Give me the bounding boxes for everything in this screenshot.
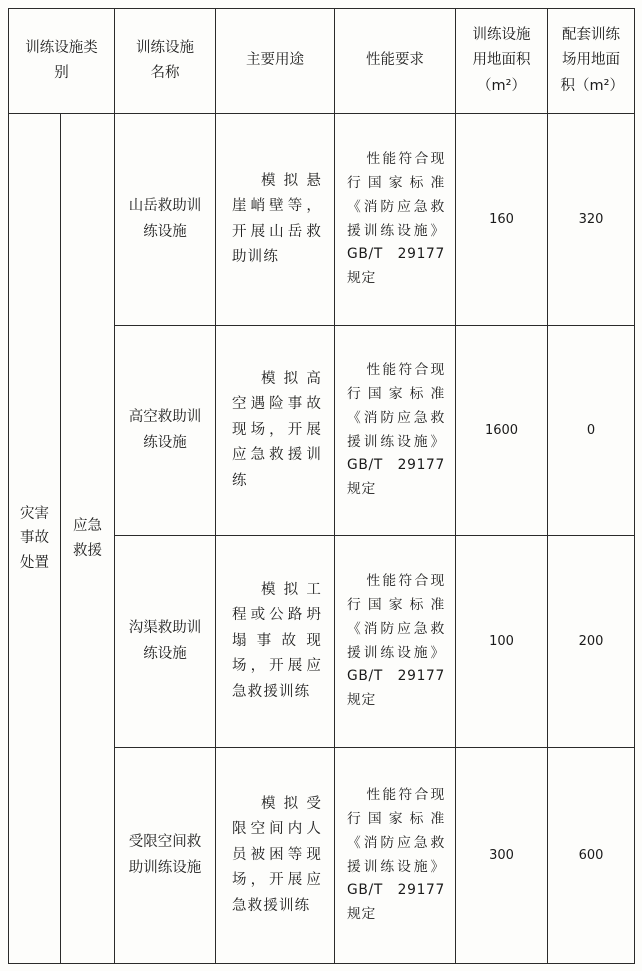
supporting-area-cell: 0 (548, 326, 635, 536)
training-facility-table (8, 8, 635, 964)
header-category: 训练设施类别 (9, 9, 115, 114)
usage-cell: 模拟受限空间内人员被困等现场，开展应急救援训练 (216, 748, 335, 964)
usage-cell: 模拟工程或公路坍塌事故现场，开展应急救援训练 (216, 536, 335, 748)
header-usage: 主要用途 (216, 9, 335, 114)
category-level2-cell (61, 114, 115, 964)
performance-cell: 性能符合现行国家标准《消防应急救援训练设施》GB/T 29177规定 (335, 114, 456, 326)
category-level2: 应急救援 (72, 517, 102, 559)
supporting-area-cell: 320 (548, 114, 635, 326)
table-row (9, 114, 635, 326)
performance-cell: 性能符合现行国家标准《消防应急救援训练设施》GB/T 29177规定 (335, 326, 456, 536)
category-level1-cell (9, 114, 61, 964)
facility-area-cell: 160 (456, 114, 548, 326)
facility-area-cell: 1600 (456, 326, 548, 536)
header-supporting-area: 配套训练场用地面积（m²） (548, 9, 635, 114)
usage-cell: 模拟悬崖峭壁等，开展山岳救助训练 (216, 114, 335, 326)
header-row (9, 9, 635, 114)
supporting-area-cell: 200 (548, 536, 635, 748)
usage-cell: 模拟高空遇险事故现场，开展应急救援训练 (216, 326, 335, 536)
supporting-area-cell: 600 (548, 748, 635, 964)
facility-name-cell: 受限空间救助训练设施 (115, 748, 216, 964)
category-level1: 灾害事故处置 (19, 505, 49, 571)
facility-name-cell: 高空救助训练设施 (115, 326, 216, 536)
facility-name-cell: 山岳救助训练设施 (115, 114, 216, 326)
facility-name-cell: 沟渠救助训练设施 (115, 536, 216, 748)
performance-cell: 性能符合现行国家标准《消防应急救援训练设施》GB/T 29177规定 (335, 536, 456, 748)
header-performance: 性能要求 (335, 9, 456, 114)
facility-area-cell: 300 (456, 748, 548, 964)
facility-area-cell: 100 (456, 536, 548, 748)
performance-cell: 性能符合现行国家标准《消防应急救援训练设施》GB/T 29177规定 (335, 748, 456, 964)
header-facility-area: 训练设施用地面积（m²） (456, 9, 548, 114)
header-name: 训练设施名称 (115, 9, 216, 114)
